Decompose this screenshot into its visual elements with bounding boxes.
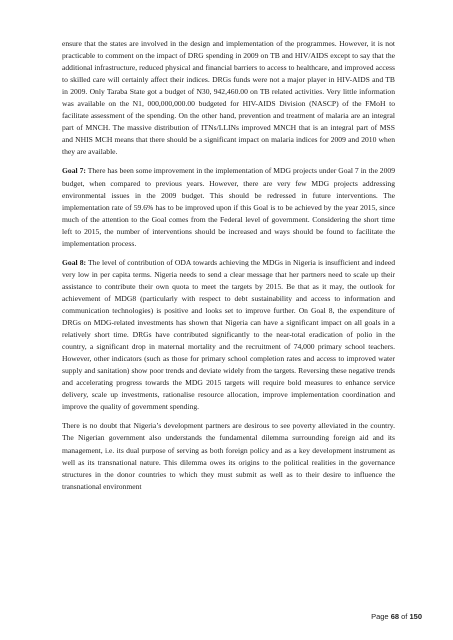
goal-heading: Goal 8: <box>62 257 87 267</box>
paragraph-goal-8 <box>62 257 395 414</box>
goal-heading: Goal 7: <box>62 166 86 176</box>
of-label: of <box>401 612 408 621</box>
page-number-footer <box>371 612 422 621</box>
current-page-number: 68 <box>390 612 400 621</box>
page-body <box>62 38 395 500</box>
paragraph-text: There has been some improvement in the implementation of MDG projects under Goal 7 in the 2009 budget, when compared to previous years. However, there are very few MDG projects addressing environmental issues in the 2009 budget. This should be redressed in future interventions. The implementation rate of 59.6% has to be improved upon if this Goal is to be achieved by the year 2015, since much of the attention to the Goal comes from the Federal level of government. Considering the short time left to 2015, the number of interventions should be increased and ways should be found to facilitate the implementation process. <box>62 166 395 248</box>
page-label: Page <box>371 612 389 621</box>
paragraph-development-partners <box>62 420 395 492</box>
paragraph-text: ensure that the states are involved in the design and implementation of the programmes. However, it is not practicable to comment on the impact of DRG spending in 2009 on TB and HIV/AIDS except to say that the additional infrastructure, reduced physical and financial barriers to access to healthcare, and improved access to skilled care will certainly affect their indices. DRGs funds were not a major player in HIV-AIDS and TB in 2009. Only Taraba State got a budget of N30, 942,460.00 on TB related activities. Very little information was available on the N1, 000,000,000.00 budgeted for HIV-AIDS Division (NASCP) of the FMoH to facilitate assessment of the spending. On the other hand, prevention and treatment of malaria are an integral part of MNCH. The massive distribution of ITNs/LLINs improved MNCH that is an integral part of MSS and NHIS MCH means that there should be a significant impact on malaria indices for 2009 and 2010 when they are available. <box>62 39 395 157</box>
paragraph-text: The level of contribution of ODA towards achieving the MDGs in Nigeria is insufficient and indeed very low in per capita terms. Nigeria needs to send a clear message that her partners need to scale up their assistance to contribute their own quota to meet the targets by 2015. Be that as it may, the outlook for achievement of MDG8 (particularly with respect to debt sustainability and access to information and communication technologies) is positive and looks set to improve further. On Goal 8, the expenditure of DRGs on MDG-related investments has shown that Nigeria can have a significant impact on all goals in a relatively short time. DRGs have contributed significantly to the near-total eradication of polio in the country, a significant drop in maternal mortality and the recruitment of 74,000 primary school teachers. However, other indicators (such as those for primary school completion rates and access to improved water supply and sanitation) show poor trends and deviate widely from the targets. Reversing these negative trends and accelerating progress towards the MDG 2015 targets will require bold measures to enhance service delivery, scale up investments, rationalise resource allocation, improve implementation coordination and improve the quality of government spending. <box>62 257 395 412</box>
total-pages-number: 150 <box>409 612 422 621</box>
paragraph-goal-7 <box>62 165 395 249</box>
paragraph-text: There is no doubt that Nigeria’s development partners are desirous to see poverty alleviated in the country. The Nigerian government also understands the fundamental dilemma surrounding foreign aid and its management, i.e. its dual purpose of serving as both foreign policy and as a key development instrument as well as its transnational nature. This dilemma owes its origins to the political realities in the governance structures in the donor countries to which they must submit as well as to their desire to influence the transnational environment <box>62 421 395 491</box>
paragraph-intro <box>62 38 395 158</box>
